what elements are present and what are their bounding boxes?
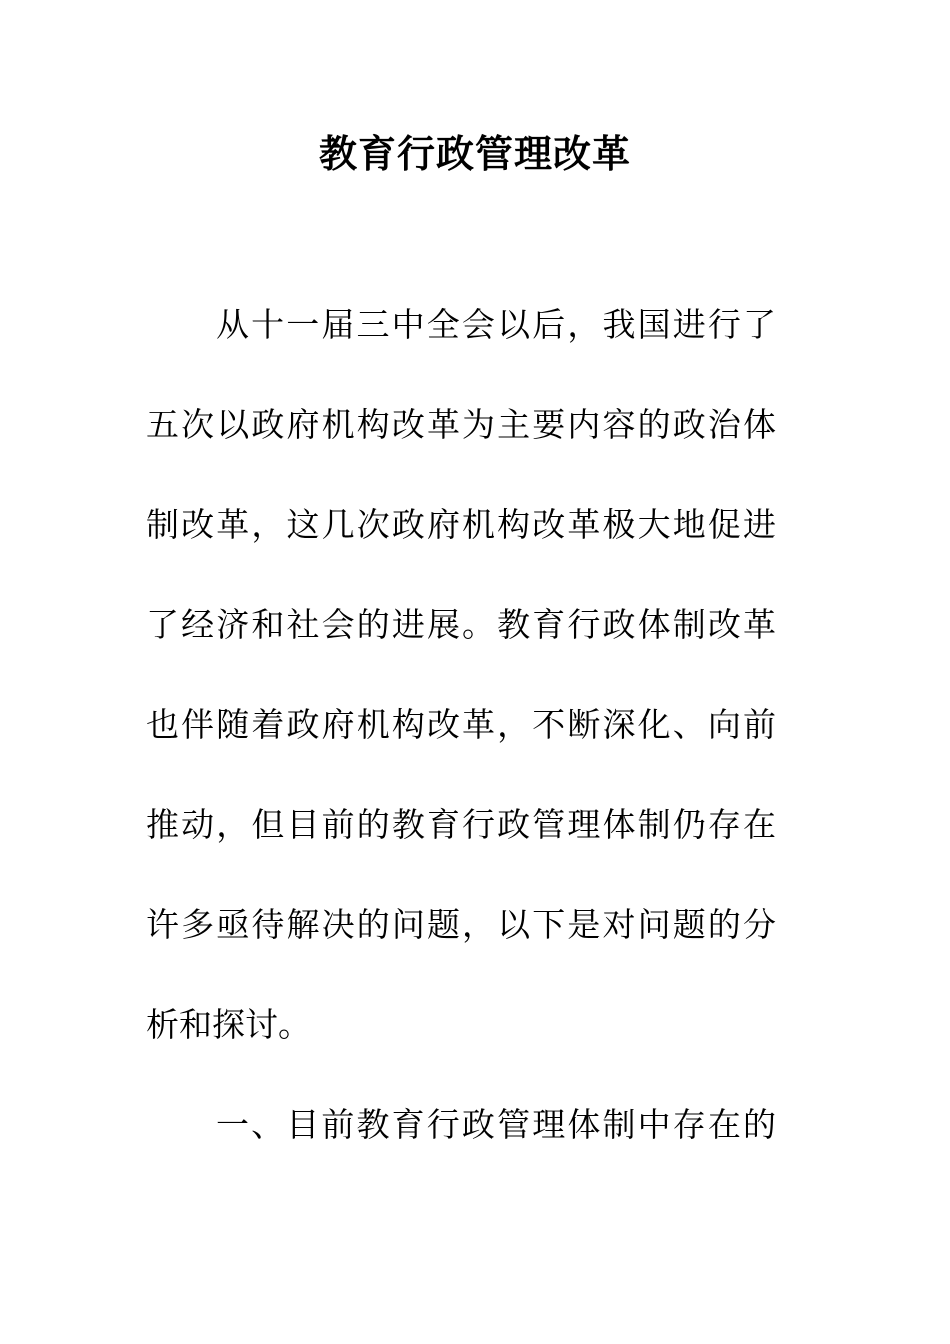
paragraph-line: 五次以政府机构改革为主要内容的政治体 [146,405,776,444]
paragraph-line: 制改革，这几次政府机构改革极大地促进 [146,505,776,544]
paragraph-line: 推动，但目前的教育行政管理体制仍存在 [146,805,776,844]
paragraph-line: 析和探讨。 [146,1005,311,1044]
document-title: 教育行政管理改革 [318,131,631,176]
document-body [146,300,776,1200]
paragraph-line: 也伴随着政府机构改革，不断深化、向前 [146,705,776,744]
section-heading-line: 一、目前教育行政管理体制中存在的 [216,1105,776,1144]
paragraph-line: 从十一届三中全会以后，我国进行了 [216,305,776,344]
paragraph-line: 许多亟待解决的问题，以下是对问题的分 [146,905,776,944]
paragraph-line: 了经济和社会的进展。教育行政体制改革 [146,605,776,644]
